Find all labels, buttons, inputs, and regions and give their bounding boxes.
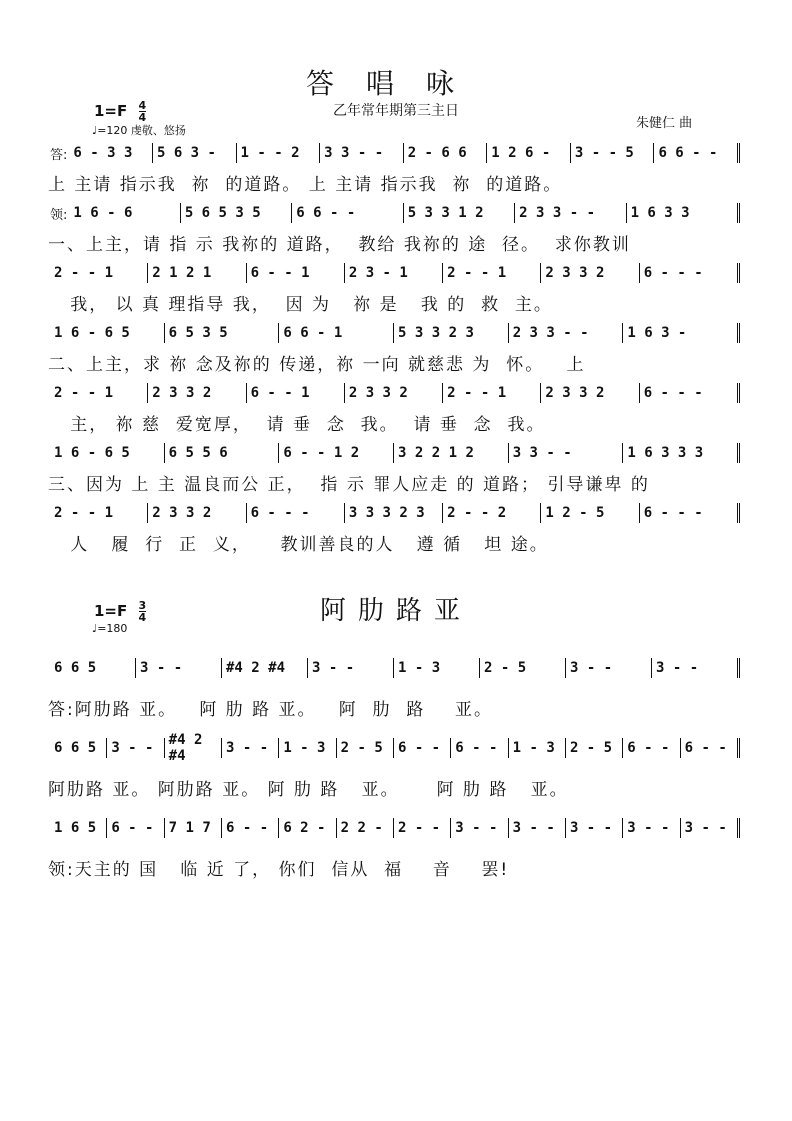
song2-key <box>94 600 146 623</box>
notation-row <box>50 320 740 346</box>
measure: 6 - - - <box>640 263 740 283</box>
measure: 2 - - 1 <box>443 263 541 283</box>
measure: 3 - - <box>308 658 394 678</box>
song2-meter-bottom: 4 <box>138 611 147 624</box>
measure: 6 - - <box>681 738 740 758</box>
measure: #4 2 #4 <box>222 658 308 678</box>
lyric-row <box>48 695 748 721</box>
measure: 6 6 5 <box>50 658 136 678</box>
measure: 6 6 - - <box>292 203 403 223</box>
notation-row <box>50 500 740 526</box>
measure: 6 - - - <box>640 383 740 403</box>
measure: 5 3 3 1 2 <box>404 203 515 223</box>
measure: 2 - - 1 <box>443 383 541 403</box>
measure: 1 6 - 6 <box>69 203 180 223</box>
measure: 3 - - <box>681 818 740 838</box>
measure: 6 5 3 5 <box>165 323 280 343</box>
lyric-row <box>48 230 748 256</box>
lyric-row <box>48 855 748 881</box>
measure: 2 3 3 2 <box>148 383 246 403</box>
measure: 3 - - <box>451 818 508 838</box>
measure: 3 - - <box>652 658 740 678</box>
measure: 6 - - <box>107 818 164 838</box>
part-label: 答: <box>48 700 75 720</box>
measure: 6 - - - <box>640 503 740 523</box>
measure: 3 - - <box>623 818 680 838</box>
measure: 2 3 3 2 <box>541 383 639 403</box>
measure: 2 - 5 <box>480 658 566 678</box>
measure: 6 5 5 6 <box>165 443 280 463</box>
measure: 2 3 3 - - <box>509 323 624 343</box>
song1-meter-top: 4 <box>138 99 147 112</box>
lyric-row <box>48 350 748 376</box>
measure: 3 - - <box>509 818 566 838</box>
song2-tempo: ♩=180 <box>92 622 128 635</box>
measure: 1 6 5 <box>50 818 107 838</box>
lyric-text: 三、因为 上 主 温良而公 正， 指 示 罪人应走 的 道路； 引导谦卑 的 <box>48 475 650 495</box>
measure: 3 3 - - <box>509 443 624 463</box>
measure: 1 - 3 <box>394 658 480 678</box>
song1-key <box>94 100 146 123</box>
measure: 6 - - 1 <box>247 383 345 403</box>
lyric-text: 阿肋路 亚。 阿 肋 路 亚。 阿 肋 路 亚。 <box>74 700 494 720</box>
measure: 6 - - <box>451 738 508 758</box>
measure: 2 - - 2 <box>443 503 541 523</box>
measure: 2 1 2 1 <box>148 263 246 283</box>
notation-row <box>50 260 740 286</box>
song2-meter-top: 3 <box>138 599 147 612</box>
song1-key-text: 1=F <box>94 102 128 120</box>
measure: 2 - 5 <box>337 738 394 758</box>
lyric-text: 二、上主，求 祢 念及祢的 传递，祢 一向 就慈悲 为 怀。 上 <box>48 355 586 375</box>
lyric-row <box>48 170 748 196</box>
lyric-text: 阿肋路 亚。 阿肋路 亚。 阿 肋 路 亚。 阿 肋 路 亚。 <box>48 780 569 800</box>
measure: 3 - - <box>136 658 222 678</box>
part-label: 领: <box>48 860 75 880</box>
measure: 3 - - <box>222 738 279 758</box>
measure: 6 - - 1 2 <box>279 443 394 463</box>
song1-tempo: ♩=120 虔敬、悠扬 <box>92 124 186 137</box>
measure: 3 - - <box>107 738 164 758</box>
lyric-text: 一、上主，请 指 示 我祢的 道路， 教给 我祢的 途 径。 求你教训 <box>48 235 631 255</box>
measure: 1 2 6 - <box>487 143 571 163</box>
measure: 2 3 - 1 <box>345 263 443 283</box>
measure: 2 - - 1 <box>50 263 148 283</box>
measure: 6 6 5 <box>50 738 107 758</box>
measure: 3 - - 5 <box>571 143 655 163</box>
song1-subtitle: 乙年常年期第三主日 <box>333 103 459 119</box>
measure: 2 3 3 - - <box>515 203 626 223</box>
measure: 6 6 - - <box>654 143 740 163</box>
measure: 3 - - <box>566 818 623 838</box>
measure: 5 6 5 3 5 <box>181 203 292 223</box>
lyric-text: 主， 祢 慈 爱宽厚， 请 垂 念 我。 请 垂 念 我。 <box>48 415 546 435</box>
measure: 1 6 3 - <box>623 323 740 343</box>
measure: 1 6 - 6 5 <box>50 323 165 343</box>
song1-composer: 朱健仁 曲 <box>636 116 693 131</box>
notation-row <box>50 655 740 681</box>
song1-meter-bottom: 4 <box>138 111 147 124</box>
measure: 1 - 3 <box>509 738 566 758</box>
measure: 3 3 - - <box>320 143 404 163</box>
measure: 6 - - 1 <box>247 263 345 283</box>
lyric-text: 天主的 国 临 近 了， 你们 信从 福 音 罢! <box>74 860 510 880</box>
measure: 2 3 3 2 <box>148 503 246 523</box>
measure: 1 6 3 3 3 <box>623 443 740 463</box>
measure: 1 6 3 3 <box>627 203 740 223</box>
measure: 2 - - 1 <box>50 503 148 523</box>
measure: 2 2 - <box>337 818 394 838</box>
lyric-row <box>48 775 748 801</box>
measure: 1 - - 2 <box>237 143 321 163</box>
measure: 3 3 3 2 3 <box>345 503 443 523</box>
song1-title: 答唱咏 <box>305 67 486 100</box>
lyric-row <box>48 410 748 436</box>
measure: 6 - - <box>394 738 451 758</box>
measure: 2 - 6 6 <box>404 143 488 163</box>
lyric-row <box>48 290 748 316</box>
lyric-row <box>48 530 748 556</box>
measure: 5 6 3 - <box>153 143 237 163</box>
song2-title: 阿肋路亚 <box>319 596 472 626</box>
part-label: 答: <box>50 147 68 163</box>
measure: 2 3 3 2 <box>541 263 639 283</box>
part-label: 领: <box>50 207 68 223</box>
measure: 3 2 2 1 2 <box>394 443 509 463</box>
measure: 6 - - <box>623 738 680 758</box>
notation-row <box>50 440 740 466</box>
notation-row <box>50 815 740 841</box>
notation-row <box>50 140 740 166</box>
song2-key-text: 1=F <box>94 602 128 620</box>
song1-meter <box>139 100 147 123</box>
measure: 7 1 7 <box>165 818 222 838</box>
measure: 3 - - <box>566 658 652 678</box>
measure: 6 - - <box>222 818 279 838</box>
measure: 2 - 5 <box>566 738 623 758</box>
measure: 2 - - <box>394 818 451 838</box>
measure: 1 2 - 5 <box>541 503 639 523</box>
measure: 5 3 3 2 3 <box>394 323 509 343</box>
measure: #4 2 #4 <box>165 738 222 758</box>
lyric-text: 我， 以 真 理指导 我， 因 为 祢 是 我 的 救 主。 <box>48 295 553 315</box>
measure: 2 3 3 2 <box>345 383 443 403</box>
measure: 1 - 3 <box>279 738 336 758</box>
notation-row <box>50 200 740 226</box>
lyric-text: 上 主请 指示我 祢 的道路。 上 主请 指示我 祢 的道路。 <box>48 175 563 195</box>
notation-row <box>50 732 740 764</box>
measure: 6 6 - 1 <box>279 323 394 343</box>
measure: 1 6 - 6 5 <box>50 443 165 463</box>
measure: 6 - 3 3 <box>69 143 153 163</box>
measure: 2 - - 1 <box>50 383 148 403</box>
song2-meter <box>139 600 147 623</box>
notation-row <box>50 380 740 406</box>
measure: 6 2 - <box>279 818 336 838</box>
lyric-text: 人 履 行 正 义， 教训善良的人 遵 循 坦 途。 <box>48 535 549 555</box>
lyric-row <box>48 470 748 496</box>
measure: 6 - - - <box>247 503 345 523</box>
